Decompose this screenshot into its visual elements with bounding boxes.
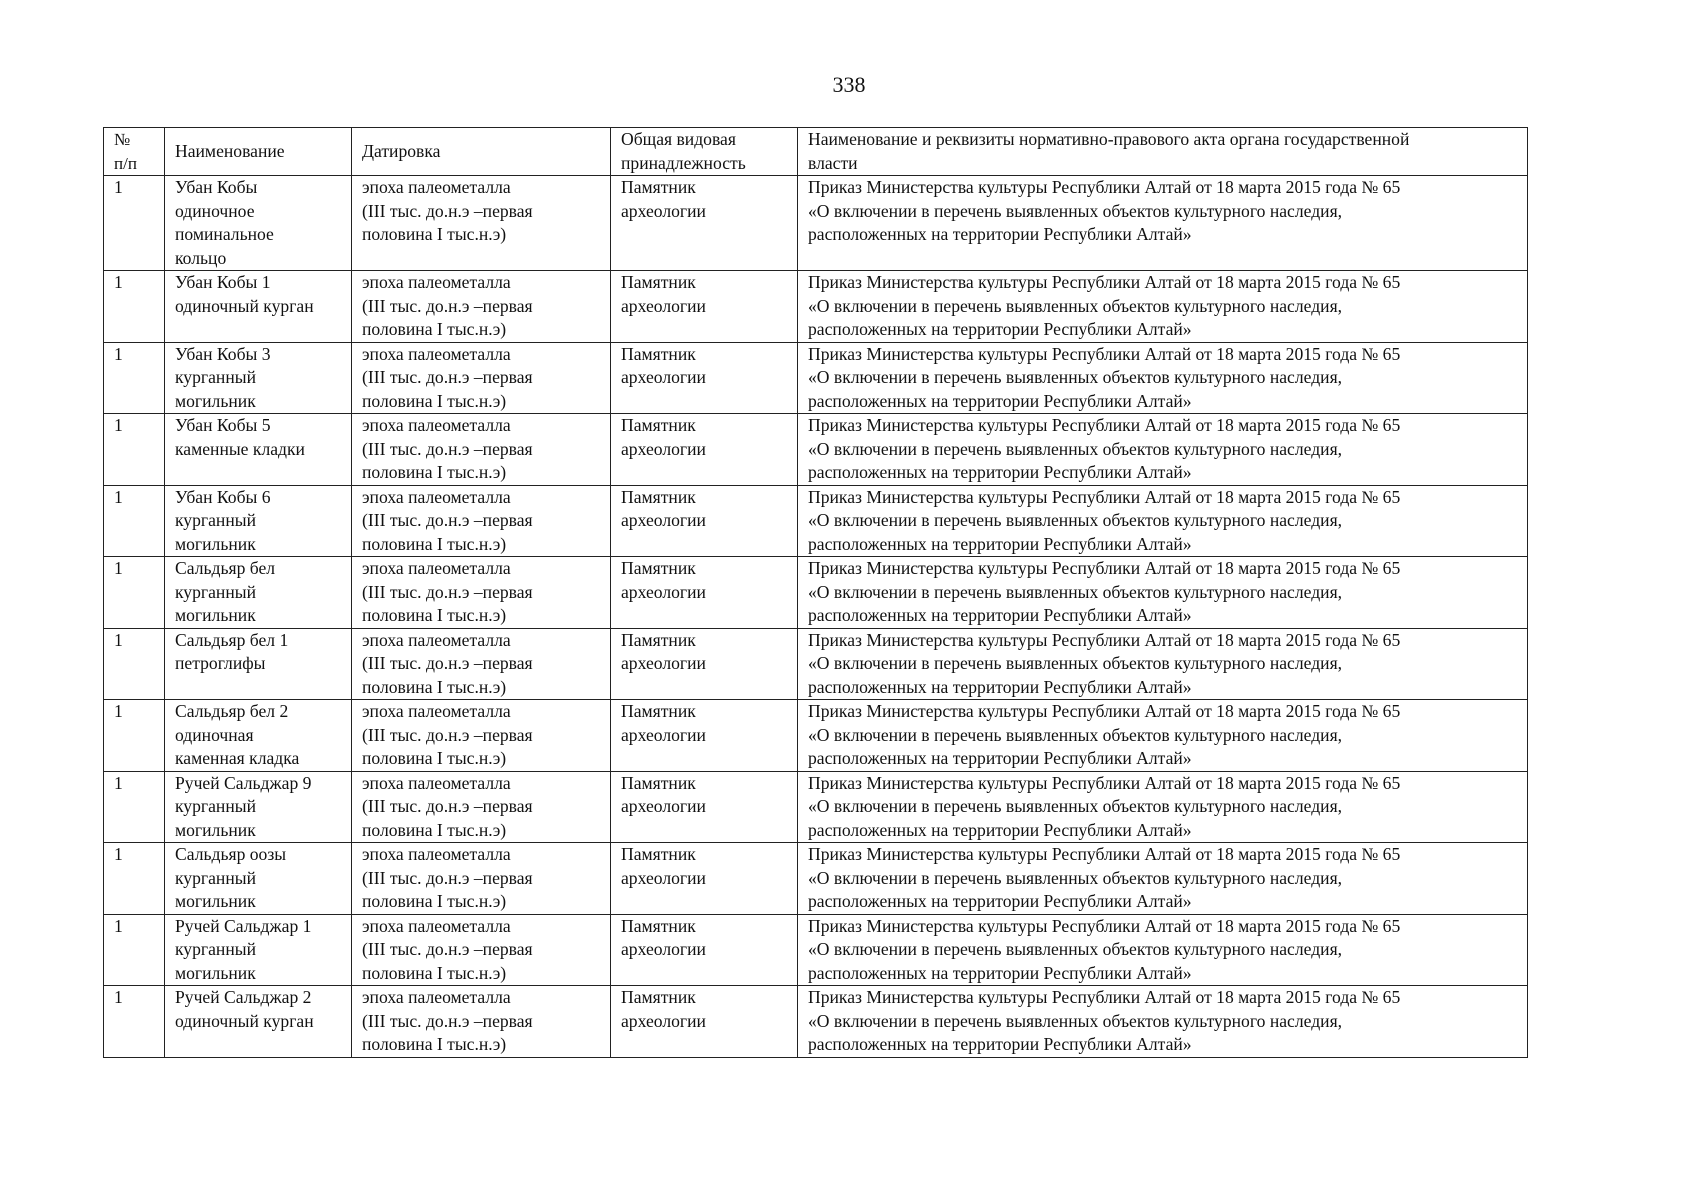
table-row — [104, 986, 1528, 1058]
header-type: Общая видовая принадлежность — [611, 128, 798, 176]
legal-act-cell: Приказ Министерства культуры Республики Алтай от 18 марта 2015 года № 65 «О включении в перечень выявленных объектов культурного наследия, расположенных на территории Республики Алтай» — [798, 771, 1528, 843]
row-number-cell: 1 — [104, 485, 165, 557]
object-name-cell: Ручей Сальджар 2 одиночный курган — [165, 986, 352, 1058]
header-name: Наименование — [165, 128, 352, 176]
legal-act-cell: Приказ Министерства культуры Республики Алтай от 18 марта 2015 года № 65 «О включении в перечень выявленных объектов культурного наследия, расположенных на территории Республики Алтай» — [798, 628, 1528, 700]
table-row — [104, 914, 1528, 986]
object-name-cell: Ручей Сальджар 1 курганный могильник — [165, 914, 352, 986]
header-dating: Датировка — [352, 128, 611, 176]
table-row — [104, 176, 1528, 271]
row-number-cell: 1 — [104, 700, 165, 772]
object-name-cell: Сальдьяр оозы курганный могильник — [165, 843, 352, 915]
header-legal-act: Наименование и реквизиты нормативно-правового акта органа государственной власти — [798, 128, 1528, 176]
page-number: 338 — [832, 72, 866, 97]
table-row — [104, 485, 1528, 557]
dating-cell: эпоха палеометалла (III тыс. до.н.э –первая половина I тыс.н.э) — [352, 914, 611, 986]
legal-act-cell: Приказ Министерства культуры Республики Алтай от 18 марта 2015 года № 65 «О включении в перечень выявленных объектов культурного наследия, расположенных на территории Республики Алтай» — [798, 176, 1528, 271]
dating-cell: эпоха палеометалла (III тыс. до.н.э –первая половина I тыс.н.э) — [352, 700, 611, 772]
legal-act-cell: Приказ Министерства культуры Республики Алтай от 18 марта 2015 года № 65 «О включении в перечень выявленных объектов культурного наследия, расположенных на территории Республики Алтай» — [798, 485, 1528, 557]
row-number-cell: 1 — [104, 843, 165, 915]
legal-act-cell: Приказ Министерства культуры Республики Алтай от 18 марта 2015 года № 65 «О включении в перечень выявленных объектов культурного наследия, расположенных на территории Республики Алтай» — [798, 271, 1528, 343]
dating-cell: эпоха палеометалла (III тыс. до.н.э –первая половина I тыс.н.э) — [352, 176, 611, 271]
object-name-cell: Сальдьяр бел 2 одиночная каменная кладка — [165, 700, 352, 772]
dating-cell: эпоха палеометалла (III тыс. до.н.э –первая половина I тыс.н.э) — [352, 986, 611, 1058]
table-row — [104, 557, 1528, 629]
row-number-cell: 1 — [104, 414, 165, 486]
dating-cell: эпоха палеометалла (III тыс. до.н.э –первая половина I тыс.н.э) — [352, 628, 611, 700]
dating-cell: эпоха палеометалла (III тыс. до.н.э –первая половина I тыс.н.э) — [352, 271, 611, 343]
object-type-cell: Памятник археологии — [611, 414, 798, 486]
legal-act-cell: Приказ Министерства культуры Республики Алтай от 18 марта 2015 года № 65 «О включении в перечень выявленных объектов культурного наследия, расположенных на территории Республики Алтай» — [798, 914, 1528, 986]
object-type-cell: Памятник археологии — [611, 914, 798, 986]
row-number-cell: 1 — [104, 771, 165, 843]
object-type-cell: Памятник археологии — [611, 176, 798, 271]
object-name-cell: Убан Кобы 1 одиночный курган — [165, 271, 352, 343]
row-number-cell: 1 — [104, 986, 165, 1058]
object-name-cell: Убан Кобы 6 курганный могильник — [165, 485, 352, 557]
heritage-registry-table — [103, 127, 1528, 1058]
object-type-cell: Памятник археологии — [611, 986, 798, 1058]
object-type-cell: Памятник археологии — [611, 628, 798, 700]
row-number-cell: 1 — [104, 914, 165, 986]
dating-cell: эпоха палеометалла (III тыс. до.н.э –первая половина I тыс.н.э) — [352, 843, 611, 915]
legal-act-cell: Приказ Министерства культуры Республики Алтай от 18 марта 2015 года № 65 «О включении в перечень выявленных объектов культурного наследия, расположенных на территории Республики Алтай» — [798, 700, 1528, 772]
dating-cell: эпоха палеометалла (III тыс. до.н.э –первая половина I тыс.н.э) — [352, 771, 611, 843]
legal-act-cell: Приказ Министерства культуры Республики Алтай от 18 марта 2015 года № 65 «О включении в перечень выявленных объектов культурного наследия, расположенных на территории Республики Алтай» — [798, 557, 1528, 629]
row-number-cell: 1 — [104, 557, 165, 629]
table-row — [104, 414, 1528, 486]
object-name-cell: Сальдьяр бел курганный могильник — [165, 557, 352, 629]
object-type-cell: Памятник археологии — [611, 700, 798, 772]
object-name-cell: Убан Кобы 3 курганный могильник — [165, 342, 352, 414]
table-row — [104, 271, 1528, 343]
dating-cell: эпоха палеометалла (III тыс. до.н.э –первая половина I тыс.н.э) — [352, 414, 611, 486]
legal-act-cell: Приказ Министерства культуры Республики Алтай от 18 марта 2015 года № 65 «О включении в перечень выявленных объектов культурного наследия, расположенных на территории Республики Алтай» — [798, 986, 1528, 1058]
table-row — [104, 700, 1528, 772]
table-row — [104, 342, 1528, 414]
object-name-cell: Ручей Сальджар 9 курганный могильник — [165, 771, 352, 843]
table-row — [104, 843, 1528, 915]
object-type-cell: Памятник археологии — [611, 342, 798, 414]
object-type-cell: Памятник археологии — [611, 771, 798, 843]
object-type-cell: Памятник археологии — [611, 557, 798, 629]
legal-act-cell: Приказ Министерства культуры Республики Алтай от 18 марта 2015 года № 65 «О включении в перечень выявленных объектов культурного наследия, расположенных на территории Республики Алтай» — [798, 414, 1528, 486]
table-header-row — [104, 128, 1528, 176]
row-number-cell: 1 — [104, 271, 165, 343]
table-row — [104, 771, 1528, 843]
row-number-cell: 1 — [104, 342, 165, 414]
dating-cell: эпоха палеометалла (III тыс. до.н.э –первая половина I тыс.н.э) — [352, 557, 611, 629]
object-type-cell: Памятник археологии — [611, 271, 798, 343]
table-row — [104, 628, 1528, 700]
legal-act-cell: Приказ Министерства культуры Республики Алтай от 18 марта 2015 года № 65 «О включении в перечень выявленных объектов культурного наследия, расположенных на территории Республики Алтай» — [798, 843, 1528, 915]
object-name-cell: Убан Кобы одиночное поминальное кольцо — [165, 176, 352, 271]
table-body — [104, 176, 1528, 1058]
object-type-cell: Памятник археологии — [611, 485, 798, 557]
object-name-cell: Убан Кобы 5 каменные кладки — [165, 414, 352, 486]
object-name-cell: Сальдьяр бел 1 петроглифы — [165, 628, 352, 700]
row-number-cell: 1 — [104, 628, 165, 700]
object-type-cell: Памятник археологии — [611, 843, 798, 915]
header-number: № п/п — [104, 128, 165, 176]
row-number-cell: 1 — [104, 176, 165, 271]
legal-act-cell: Приказ Министерства культуры Республики Алтай от 18 марта 2015 года № 65 «О включении в перечень выявленных объектов культурного наследия, расположенных на территории Республики Алтай» — [798, 342, 1528, 414]
dating-cell: эпоха палеометалла (III тыс. до.н.э –первая половина I тыс.н.э) — [352, 342, 611, 414]
dating-cell: эпоха палеометалла (III тыс. до.н.э –первая половина I тыс.н.э) — [352, 485, 611, 557]
